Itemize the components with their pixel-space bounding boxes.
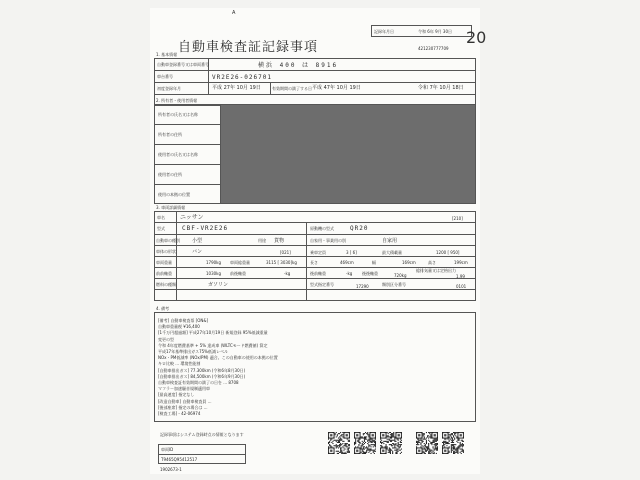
- owner-name-label: 所有者の氏名又は名称: [158, 112, 198, 117]
- fuel-value: ガソリン: [208, 282, 229, 288]
- engine-value: QR20: [350, 225, 369, 232]
- use-label: 用途: [258, 238, 266, 243]
- first-reg-label: 初度登録年月: [157, 86, 181, 91]
- length-label: 長さ: [310, 260, 318, 265]
- maker-value: ニッサン: [180, 214, 204, 221]
- shape-value: バン: [192, 249, 203, 255]
- qr-code-2: [354, 432, 376, 454]
- capacity-value: 3 [ 6]: [346, 250, 357, 255]
- length-value: 469cm: [340, 260, 354, 265]
- qr-code-4: [416, 432, 438, 454]
- purpose-label: 自家用・事業用の別: [310, 238, 346, 243]
- expiry-value: 平成 47年 10月 19日: [312, 85, 361, 91]
- remarks-line: [自動車排出ガス] 84,500km (令和6年9月30日): [158, 373, 246, 379]
- document-title: 自動車検査証記録事項: [178, 40, 319, 55]
- weight-value: 1790kg: [206, 260, 222, 265]
- vehicle-section-title: 3. 車両詳細情報: [156, 205, 186, 210]
- owner-address-label: 所有者の住所: [158, 132, 182, 137]
- remarks-line: NOx・PM低減率 (NOx/PM) 適合。この自動車の使用の本拠の位置: [158, 355, 278, 361]
- chassis-value: VR2E26-026701: [212, 74, 272, 81]
- fuel-label: 燃料の種類: [156, 282, 176, 287]
- gross-value: 3115 [ 3030]kg: [266, 260, 297, 265]
- category-no-value: 0101: [456, 284, 467, 289]
- front-rear-label: 前後軸重: [230, 271, 246, 276]
- redacted-owner-info: [221, 105, 475, 203]
- shape-label: 車体の形状: [156, 249, 176, 254]
- remarks-line: [検査工場] - 42-06974: [158, 411, 201, 416]
- qr-code-3: [380, 432, 402, 454]
- height-label: 高さ: [428, 260, 436, 265]
- displacement-label: 総排気量又は定格出力: [416, 268, 456, 273]
- top-mark: A: [232, 10, 236, 16]
- rear-front-label: 後前軸重: [310, 271, 326, 276]
- user-name-label: 使用者の氏名又は名称: [158, 152, 198, 157]
- remarks-line: [後部座席] 指定の場合は ...: [158, 404, 208, 410]
- shape-code: [021]: [280, 250, 291, 255]
- reg-value: 横浜 400 は 8916: [258, 62, 339, 69]
- basic-section-title: 1. 基本情報: [156, 52, 178, 57]
- category-no-label: 類別区分番号: [382, 282, 406, 287]
- max-load-label: 最大積載量: [382, 250, 402, 255]
- remarks-line: [自動車排出ガス] 77.300km (令和6年8月30日): [158, 367, 246, 373]
- footer-note: 記録事項はシステム登録時点の情報となります: [160, 432, 244, 437]
- weight-label: 車両重量: [156, 260, 172, 265]
- vehicle-id-label: 車両ID: [161, 447, 174, 452]
- width-label: 幅: [372, 260, 376, 265]
- reg-label: 自動車登録番号又は車両番号: [157, 62, 209, 67]
- remarks-line: 平成17年基準排出ガス75%低減レベル: [158, 349, 228, 354]
- model-value: CBF-VR2E26: [182, 225, 229, 232]
- record-date-label: 記録年月日: [374, 29, 394, 34]
- remarks-line: [1千万円超過額] 平成27年10月19日 新規登録 95%低減重量: [158, 330, 268, 336]
- remarks-line: [改造自動車] 自動車検査員 ...: [158, 398, 212, 404]
- user-address-label: 使用者の住所: [158, 172, 182, 177]
- rear-front-value: -kg: [346, 271, 353, 276]
- rear-axle-value: 720kg: [394, 273, 407, 278]
- remarks-line: [最高速度] 指定なし: [158, 392, 195, 398]
- maker-label: 車名: [157, 215, 165, 220]
- footer-code: 1902673-1: [160, 467, 182, 472]
- first-reg-value: 平成 27年 10月 19日: [212, 85, 261, 91]
- maker-code: [210]: [452, 216, 463, 221]
- remarks-line: 令和 4年度燃費基準 + 5% 達成車 (WLTCモード燃費値) 算定: [158, 342, 268, 348]
- reg-date-value: 令和 7年 10月 18日: [418, 85, 464, 91]
- remarks-line: 自動車重量税 ¥16,400: [158, 324, 200, 330]
- owner-section-title: 2. 所有者・使用者情報: [156, 98, 198, 103]
- remarks-line: 変更の型: [158, 336, 174, 342]
- remarks-line: [備考] 自動車検査票 [ON&]: [158, 318, 209, 323]
- remarks-section-title: 4. 備考: [156, 306, 170, 311]
- remarks-line: 自動車検査証有効期間の満了の日を ... 8708: [158, 380, 239, 385]
- width-value: 169cm: [402, 260, 416, 265]
- engine-label: 原動機の型式: [310, 226, 334, 231]
- max-load-value: 1200 [ 950]: [436, 250, 460, 255]
- base-location-label: 使用の本拠の位置: [158, 192, 190, 197]
- front-axle-label: 前前軸重: [156, 271, 172, 276]
- height-value: 199cm: [454, 260, 468, 265]
- remarks-line: マフラー加速騒音規制適用車: [158, 386, 210, 392]
- capacity-label: 乗車定員: [310, 250, 326, 255]
- type-no-value: 17290: [356, 284, 369, 289]
- use-value: 貨物: [274, 238, 285, 244]
- expiry-label: 有効期間の満了する日: [272, 86, 312, 91]
- model-label: 型式: [157, 226, 165, 231]
- type-no-label: 型式指定番号: [310, 282, 334, 287]
- front-rear-value: -kg: [284, 271, 291, 276]
- displacement-value: 1.99: [456, 274, 465, 279]
- front-axle-value: 1030kg: [206, 271, 222, 276]
- remarks-line: キロ比較 ... 環境性能割: [158, 361, 201, 367]
- gross-label: 車両総重量: [230, 260, 250, 265]
- page-number: 20: [466, 28, 487, 47]
- qr-code-1: [328, 432, 350, 454]
- class-value: 小型: [192, 238, 203, 244]
- qr-code-5: [442, 432, 464, 454]
- class-label: 自動車の種別: [156, 238, 180, 243]
- vehicle-id-value: T9465Q95412517: [161, 457, 198, 462]
- certificate-sheet: [150, 8, 480, 474]
- rear-axle-label: 後後軸重: [362, 271, 378, 276]
- record-date-value: 令和 6年 9月 30日: [418, 29, 452, 34]
- purpose-value: 自家用: [382, 238, 398, 244]
- serial-number: 421230777709: [418, 46, 449, 51]
- chassis-label: 車台番号: [157, 74, 173, 79]
